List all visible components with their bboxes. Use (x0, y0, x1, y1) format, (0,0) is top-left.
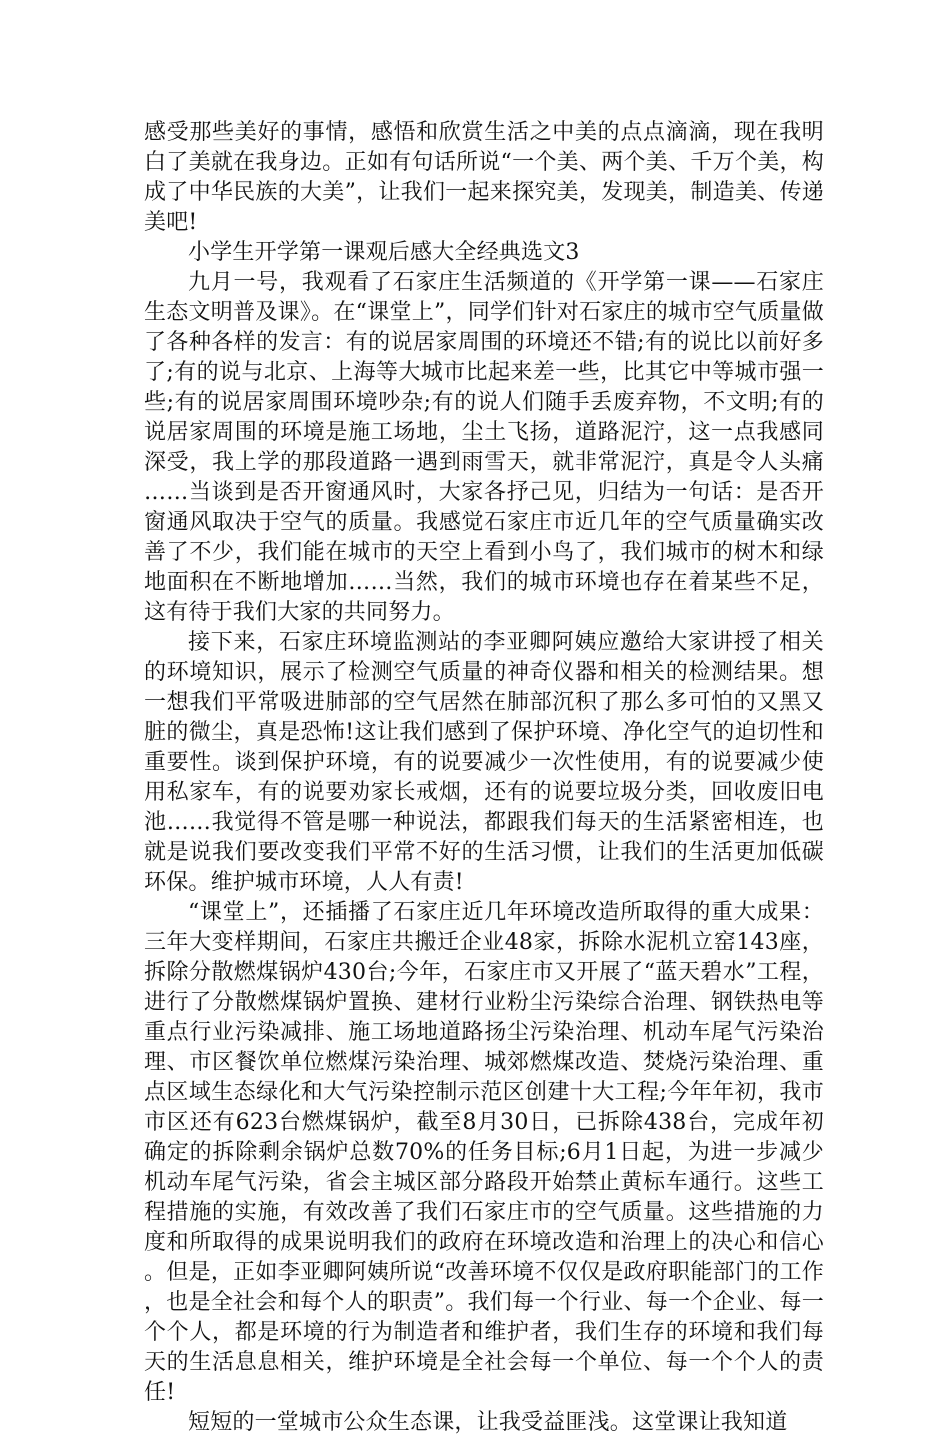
paragraph-classroom: 九月一号，我观看了石家庄生活频道的《开学第一课——石家庄生态文明普及课》。在“课堂上”，同学们针对石家庄的城市空气质量做了各种各样的发言：有的说居家周围的环境还不错;有的说比以前好多了;有的说与北京、上海等大城市比起来差一些，比其它中等城市强一些;有的说居家周围环境吵杂;有的说人们随手丢废弃物，不文明;有的说居家周围的环境是施工场地，尘土飞扬，道路泥泞，这一点我感同深受，我上学的那段道路一遇到雨雪天，就非常泥泞，真是令人头痛……当谈到是否开窗通风时，大家各抒己见，归结为一句话：是否开窗通风取决于空气的质量。我感觉石家庄市近几年的空气质量确实改善了不少，我们能在城市的天空上看到小鸟了，我们城市的树木和绿地面积在不断地增加……当然，我们的城市环境也存在着某些不足，这有待于我们大家的共同努力。 (144, 270, 824, 625)
paragraph-intro: 感受那些美好的事情，感悟和欣赏生活之中美的点点滴滴，现在我明白了美就在我身边。正如有句话所说“一个美、两个美、千万个美，构成了中华民族的大美”，让我们一起来探究美，发现美，制造美、传递美吧! (144, 120, 824, 235)
paragraph-conclusion: 短短的一堂城市公众生态课，让我受益匪浅。这堂课让我知道 (188, 1410, 788, 1435)
paragraph-achievements: “课堂上”，还插播了石家庄近几年环境改造所取得的重大成果：三年大变样期间，石家庄共搬迁企业48家，拆除水泥机立窑143座，拆除分散燃煤锅炉430台;今年，石家庄市又开展了“蓝天碧水”工程，进行了分散燃煤锅炉置换、建材行业粉尘污染综合治理、钢铁热电等重点行业污染减排、施工场地道路扬尘污染治理、机动车尾气污染治理、市区餐饮单位燃煤污染治理、城郊燃煤改造、焚烧污染治理、重点区域生态绿化和大气污染控制示范区创建十大工程;今年年初，我市市区还有623台燃煤锅炉，截至8月30日，已拆除438台，完成年初确定的拆除剩余锅炉总数70%的任务目标;6月1日起，为进一步减少机动车尾气污染，省会主城区部分路段开始禁止黄标车通行。这些工程措施的实施，有效改善了我们石家庄市的空气质量。这些措施的力度和所取得的成果说明我们的政府在环境改造和治理上的决心和信心。但是，正如李亚卿阿姨所说“改善环境不仅仅是政府职能部门的工作，也是全社会和每个人的职责”。我们每一个行业、每一个企业、每一个个人，都是环境的行为制造者和维护者，我们生存的环境和我们每天的生活息息相关，维护环境是全社会每一个单位、每一个个人的责任! (144, 900, 824, 1405)
paragraph-monitoring: 接下来，石家庄环境监测站的李亚卿阿姨应邀给大家讲授了相关的环境知识，展示了检测空气质量的神奇仪器和相关的检测结果。想一想我们平常吸进肺部的空气居然在肺部沉积了那么多可怕的又黑又脏的微尘，真是恐怖!这让我们感到了保护环境、净化空气的迫切性和重要性。谈到保护环境，有的说要减少一次性使用，有的说要减少使用私家车，有的说要劝家长戒烟，还有的说要垃圾分类，回收废旧电池……我觉得不管是哪一种说法，都跟我们每天的生活紧密相连，也就是说我们要改变我们平常不好的生活习惯，让我们的生活更加低碳环保。维护城市环境，人人有责! (144, 630, 824, 895)
section-heading: 小学生开学第一课观后感大全经典选文3 (188, 240, 580, 265)
document-page (144, 118, 824, 1438)
